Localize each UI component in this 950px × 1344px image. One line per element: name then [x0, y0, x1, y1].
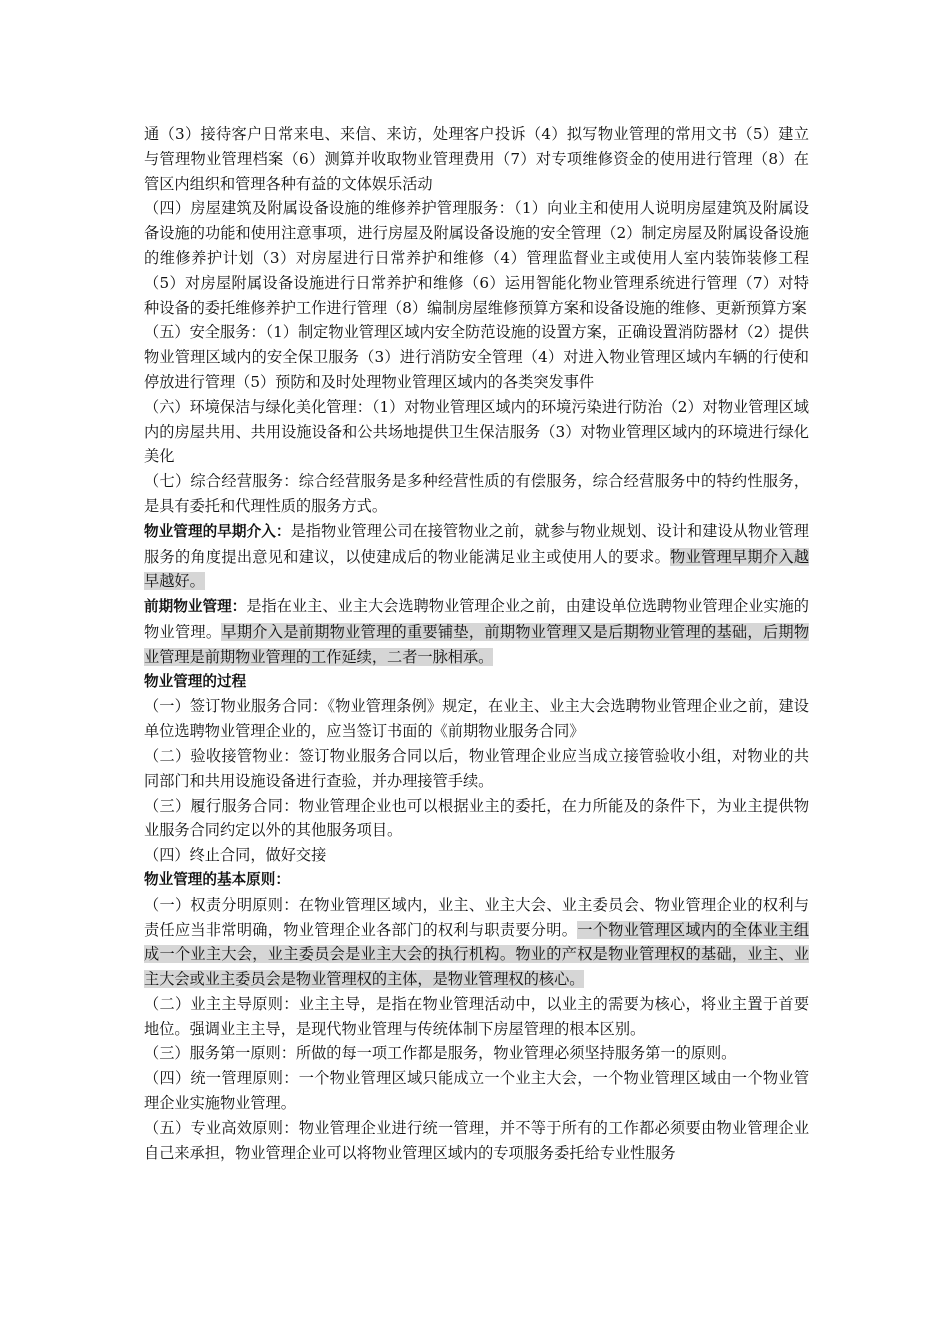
paragraph-sign-contract: （一）签订物业服务合同：《物业管理条例》规定，在业主、业主大会选聘物业管理企业之前，建设单位选聘物业管理企业的，应当签订书面的《前期物业服务合同》 [144, 697, 809, 741]
paragraph-service-first: （三）服务第一原则：所做的每一项工作都是服务，物业管理必须坚持服务第一的原则。 [144, 1044, 737, 1063]
paragraph-rights-responsibilities [144, 893, 809, 992]
paragraph-accept-property: （二）验收接管物业：签订物业服务合同以后，物业管理企业应当成立接管验收小组，对物业的共同部门和共用设施设备进行查验，并办理接管手续。 [144, 746, 809, 790]
paragraph-comprehensive-services: （七）综合经营服务：综合经营服务是多种经营性质的有偿服务，综合经营服务中的特约性服务，是具有委托和代理性质的服务方式。 [144, 472, 809, 515]
term-early-intervention: 物业管理的早期介入： [144, 522, 291, 540]
paragraph-early-intervention [144, 519, 809, 594]
paragraph-owner-led: （二）业主主导原则：业主主导，是指在物业管理活动中，以业主的需要为核心，将业主置于首要地位。强调业主主导，是现代物业管理与传统体制下房屋管理的根本区别。 [144, 994, 809, 1038]
document-body [144, 122, 809, 1165]
highlight-owners-assembly: 一个物业管理区域内的全体业主组成一个业主大会，业主委员会是业主大会的执行机构。物业的产权是物业管理权的基础，业主、业主大会或业主委员会是物业管理权的主体，是物业管理权的核心。 [144, 920, 810, 989]
heading-management-process: 物业管理的过程 [144, 672, 247, 690]
heading-basic-principles: 物业管理的基本原则： [144, 870, 290, 888]
paragraph-maintenance-services: （四）房屋建筑及附属设备设施的维修养护管理服务：（1）向业主和使用人说明房屋建筑及附属设备设施的功能和使用注意事项，进行房屋及附属设备设施的安全管理（2）制定房屋及附属设备设施的维修养护计划（3）对房屋进行日常养护和维修（4）管理监督业主或使用人室内装饰装修工程（5）对房屋附属设备设施进行日常养护和维修（6）运用智能化物业管理系统进行管理（7）对特种设备的委托维修养护工作进行管理（8）编制房屋维修预算方案和设备设施的维修、更新预算方案 [144, 199, 809, 317]
definition-early-intervention: 是指物业管理公司在接管物业之前，就参与物业规划、设计和建设从物业管理服务的角度提出意见和建议，以使建成后的物业能满足业主或使用人的要求。 [144, 521, 809, 566]
paragraph-perform-contract: （三）履行服务合同：物业管理企业也可以根据业主的委托，在力所能及的条件下，为业主提供物业服务合同约定以外的其他服务项目。 [144, 796, 809, 840]
paragraph-unified-management: （四）统一管理原则：一个物业管理区域只能成立一个业主大会，一个物业管理区域由一个物业管理企业实施物业管理。 [144, 1069, 809, 1113]
paragraph-environment-services: （六）环境保洁与绿化美化管理：（1）对物业管理区域内的环境污染进行防治（2）对物业管理区域内的房屋共用、共用设施设备和公共场地提供卫生保洁服务（3）对物业管理区域内的环境进行绿化美化 [144, 397, 809, 466]
term-preliminary-management: 前期物业管理： [144, 598, 247, 616]
paragraph-preliminary-management [144, 594, 809, 669]
highlight-preliminary-management: 早期介入是前期物业管理的重要铺垫，前期物业管理又是后期物业管理的基础，后期物业管理是前期物业管理的工作延续，二者一脉相承。 [144, 622, 810, 666]
highlight-early-intervention: 物业管理早期介入越早越好。 [144, 547, 810, 591]
paragraph-security-services: （五）安全服务：（1）制定物业管理区域内安全防范设施的设置方案，正确设置消防器材（2）提供物业管理区域内的安全保卫服务（3）进行消防安全管理（4）对进入物业管理区域内车辆的行使和停放进行管理（5）预防和及时处理物业管理区域内的各类突发事件 [144, 323, 809, 391]
paragraph-terminate-contract: （四）终止合同，做好交接 [144, 846, 327, 865]
paragraph-professional-efficient: （五）专业高效原则：物业管理企业进行统一管理，并不等于所有的工作都必须要由物业管理企业自己来承担，物业管理企业可以将物业管理区域内的专项服务委托给专业性服务 [144, 1118, 809, 1162]
definition-preliminary-management: 是指在业主、业主大会选聘物业管理企业之前，由建设单位选聘物业管理企业实施的物业管理。 [144, 597, 809, 641]
text-rights-responsibilities: （一）权责分明原则：在物业管理区域内，业主、业主大会、业主委员会、物业管理企业的权利与责任应当非常明确，物业管理企业各部门的权利与职责要分明。 [144, 895, 809, 939]
paragraph-office-services: 通（3）接待客户日常来电、来信、来访，处理客户投诉（4）拟写物业管理的常用文书（5）建立与管理物业管理档案（6）测算并收取物业管理费用（7）对专项维修资金的使用进行管理（8）在管区内组织和管理各种有益的文体娱乐活动 [144, 125, 809, 193]
